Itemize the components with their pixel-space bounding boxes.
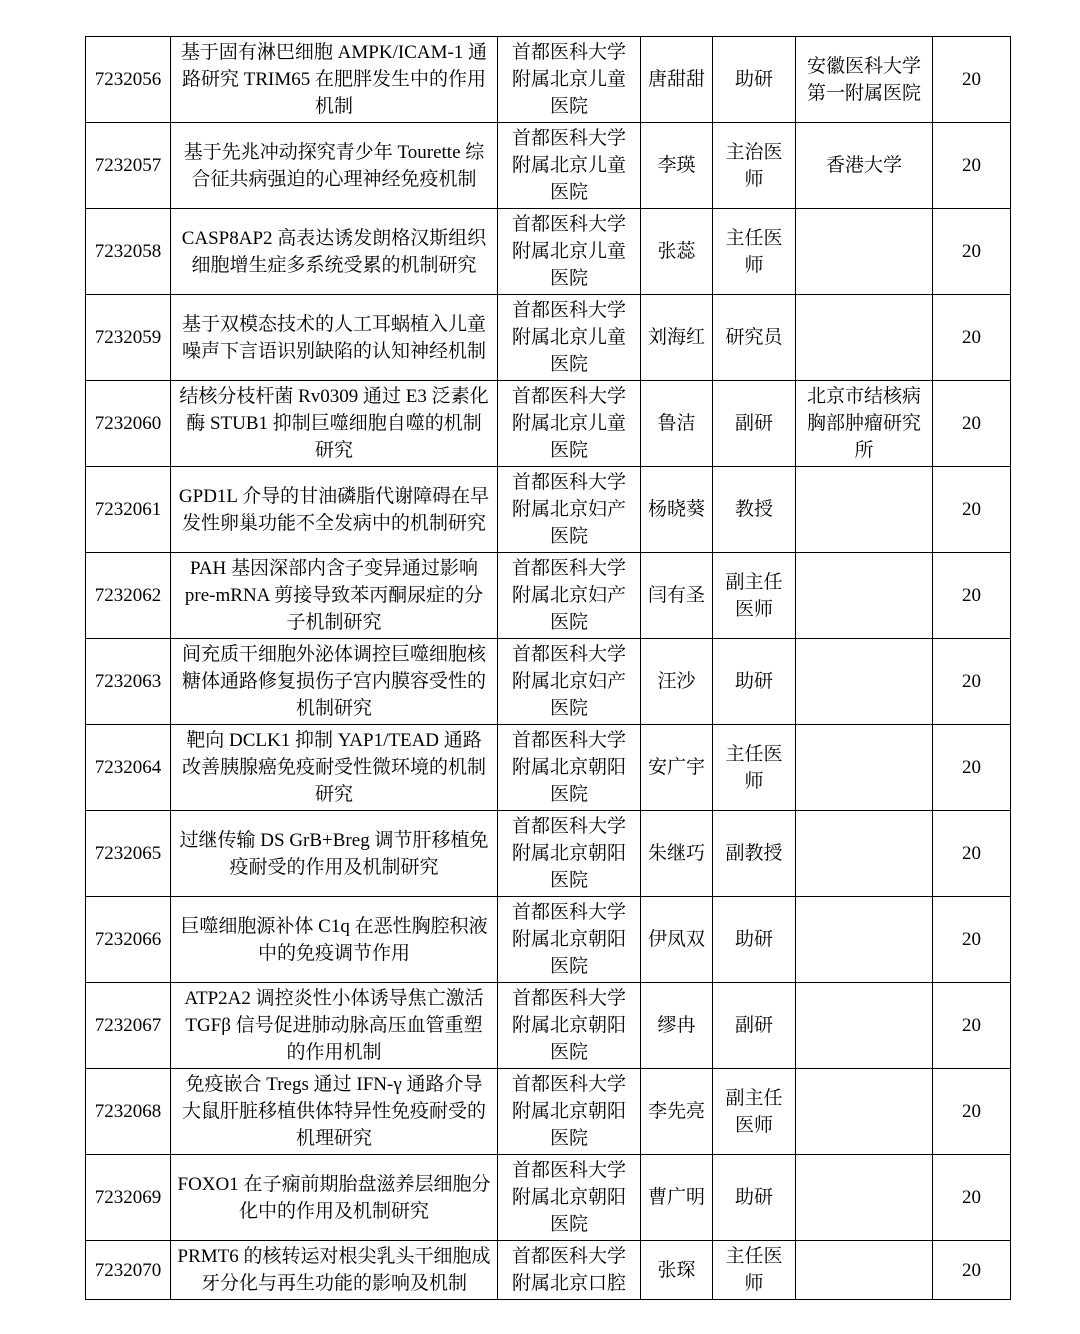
project-id-cell: 7232056 [86, 37, 171, 123]
institution-cell: 首都医科大学附属北京妇产医院 [498, 639, 641, 725]
cooperating-institution-cell [796, 1155, 933, 1241]
project-id-cell: 7232064 [86, 725, 171, 811]
institution-cell: 首都医科大学附属北京儿童医院 [498, 209, 641, 295]
institution-cell: 首都医科大学附属北京朝阳医院 [498, 725, 641, 811]
applicant-position-cell: 教授 [713, 467, 796, 553]
cooperating-institution-cell [796, 467, 933, 553]
funding-amount-cell: 20 [933, 639, 1011, 725]
applicant-name-cell: 闫有圣 [641, 553, 713, 639]
table-row [86, 381, 1011, 467]
project-id-cell: 7232059 [86, 295, 171, 381]
applicant-name-cell: 鲁洁 [641, 381, 713, 467]
institution-cell: 首都医科大学附属北京朝阳医院 [498, 983, 641, 1069]
applicant-position-cell: 副研 [713, 983, 796, 1069]
project-title-cell: GPD1L 介导的甘油磷脂代谢障碍在早发性卵巢功能不全发病中的机制研究 [171, 467, 498, 553]
project-id-cell: 7232062 [86, 553, 171, 639]
funding-amount-cell: 20 [933, 1155, 1011, 1241]
project-title-cell: 过继传输 DS GrB+Breg 调节肝移植免疫耐受的作用及机制研究 [171, 811, 498, 897]
project-id-cell: 7232068 [86, 1069, 171, 1155]
institution-cell: 首都医科大学附属北京朝阳医院 [498, 811, 641, 897]
project-title-cell: 靶向 DCLK1 抑制 YAP1/TEAD 通路改善胰腺癌免疫耐受性微环境的机制研究 [171, 725, 498, 811]
applicant-position-cell: 副主任医师 [713, 1069, 796, 1155]
project-title-cell: PAH 基因深部内含子变异通过影响 pre-mRNA 剪接导致苯丙酮尿症的分子机制研究 [171, 553, 498, 639]
project-title-cell: 结核分枝杆菌 Rv0309 通过 E3 泛素化酶 STUB1 抑制巨噬细胞自噬的机制研究 [171, 381, 498, 467]
cooperating-institution-cell [796, 209, 933, 295]
funding-amount-cell: 20 [933, 1069, 1011, 1155]
applicant-name-cell: 伊凤双 [641, 897, 713, 983]
project-id-cell: 7232060 [86, 381, 171, 467]
funding-amount-cell: 20 [933, 897, 1011, 983]
table-row [86, 209, 1011, 295]
institution-cell: 首都医科大学附属北京儿童医院 [498, 295, 641, 381]
applicant-name-cell: 李先亮 [641, 1069, 713, 1155]
institution-cell: 首都医科大学附属北京朝阳医院 [498, 1069, 641, 1155]
cooperating-institution-cell [796, 639, 933, 725]
table-row [86, 1069, 1011, 1155]
project-id-cell: 7232067 [86, 983, 171, 1069]
table-row [86, 467, 1011, 553]
applicant-position-cell: 助研 [713, 1155, 796, 1241]
table-row [86, 123, 1011, 209]
applicant-position-cell: 助研 [713, 37, 796, 123]
applicant-position-cell: 副教授 [713, 811, 796, 897]
cooperating-institution-cell [796, 897, 933, 983]
funding-amount-cell: 20 [933, 553, 1011, 639]
funding-amount-cell: 20 [933, 295, 1011, 381]
institution-cell: 首都医科大学附属北京朝阳医院 [498, 897, 641, 983]
project-title-cell: 巨噬细胞源补体 C1q 在恶性胸腔积液中的免疫调节作用 [171, 897, 498, 983]
project-title-cell: FOXO1 在子痫前期胎盘滋养层细胞分化中的作用及机制研究 [171, 1155, 498, 1241]
applicant-name-cell: 杨晓葵 [641, 467, 713, 553]
table-row [86, 811, 1011, 897]
funding-amount-cell: 20 [933, 37, 1011, 123]
applicant-name-cell: 汪沙 [641, 639, 713, 725]
project-id-cell: 7232066 [86, 897, 171, 983]
applicant-name-cell: 朱继巧 [641, 811, 713, 897]
funding-amount-cell: 20 [933, 381, 1011, 467]
applicant-name-cell: 张蕊 [641, 209, 713, 295]
applicant-name-cell: 缪冉 [641, 983, 713, 1069]
applicant-position-cell: 副主任医师 [713, 553, 796, 639]
cooperating-institution-cell [796, 725, 933, 811]
cooperating-institution-cell [796, 1069, 933, 1155]
project-title-cell: 基于先兆冲动探究青少年 Tourette 综合征共病强迫的心理神经免疫机制 [171, 123, 498, 209]
project-id-cell: 7232065 [86, 811, 171, 897]
institution-cell: 首都医科大学附属北京口腔 [498, 1241, 641, 1300]
applicant-position-cell: 主治医师 [713, 123, 796, 209]
project-id-cell: 7232057 [86, 123, 171, 209]
funding-amount-cell: 20 [933, 1241, 1011, 1300]
project-id-cell: 7232069 [86, 1155, 171, 1241]
project-title-cell: PRMT6 的核转运对根尖乳头干细胞成牙分化与再生功能的影响及机制 [171, 1241, 498, 1300]
table-row [86, 1241, 1011, 1300]
applicant-position-cell: 主任医师 [713, 725, 796, 811]
project-id-cell: 7232061 [86, 467, 171, 553]
project-id-cell: 7232070 [86, 1241, 171, 1300]
applicant-name-cell: 曹广明 [641, 1155, 713, 1241]
project-title-cell: 基于双模态技术的人工耳蜗植入儿童噪声下言语识别缺陷的认知神经机制 [171, 295, 498, 381]
cooperating-institution-cell: 北京市结核病胸部肿瘤研究所 [796, 381, 933, 467]
table-row [86, 897, 1011, 983]
applicant-name-cell: 刘海红 [641, 295, 713, 381]
table-row [86, 725, 1011, 811]
table-row [86, 983, 1011, 1069]
project-title-cell: CASP8AP2 高表达诱发朗格汉斯组织细胞增生症多系统受累的机制研究 [171, 209, 498, 295]
table-row [86, 37, 1011, 123]
funding-amount-cell: 20 [933, 123, 1011, 209]
institution-cell: 首都医科大学附属北京儿童医院 [498, 381, 641, 467]
cooperating-institution-cell: 安徽医科大学第一附属医院 [796, 37, 933, 123]
applicant-name-cell: 张琛 [641, 1241, 713, 1300]
funding-amount-cell: 20 [933, 209, 1011, 295]
institution-cell: 首都医科大学附属北京朝阳医院 [498, 1155, 641, 1241]
table-row [86, 295, 1011, 381]
applicant-position-cell: 助研 [713, 639, 796, 725]
institution-cell: 首都医科大学附属北京儿童医院 [498, 37, 641, 123]
applicant-name-cell: 李瑛 [641, 123, 713, 209]
applicant-position-cell: 主任医师 [713, 1241, 796, 1300]
funding-amount-cell: 20 [933, 467, 1011, 553]
project-title-cell: 间充质干细胞外泌体调控巨噬细胞核糖体通路修复损伤子宫内膜容受性的机制研究 [171, 639, 498, 725]
cooperating-institution-cell [796, 553, 933, 639]
table-row [86, 553, 1011, 639]
projects-table [85, 36, 1011, 1300]
applicant-position-cell: 主任医师 [713, 209, 796, 295]
institution-cell: 首都医科大学附属北京儿童医院 [498, 123, 641, 209]
institution-cell: 首都医科大学附属北京妇产医院 [498, 467, 641, 553]
project-id-cell: 7232058 [86, 209, 171, 295]
cooperating-institution-cell: 香港大学 [796, 123, 933, 209]
institution-cell: 首都医科大学附属北京妇产医院 [498, 553, 641, 639]
cooperating-institution-cell [796, 811, 933, 897]
funding-amount-cell: 20 [933, 983, 1011, 1069]
project-title-cell: 免疫嵌合 Tregs 通过 IFN-γ 通路介导大鼠肝脏移植供体特异性免疫耐受的机理研究 [171, 1069, 498, 1155]
applicant-name-cell: 唐甜甜 [641, 37, 713, 123]
project-title-cell: ATP2A2 调控炎性小体诱导焦亡激活 TGFβ 信号促进肺动脉高压血管重塑的作用机制 [171, 983, 498, 1069]
funding-amount-cell: 20 [933, 811, 1011, 897]
table-row [86, 639, 1011, 725]
applicant-position-cell: 助研 [713, 897, 796, 983]
applicant-position-cell: 副研 [713, 381, 796, 467]
cooperating-institution-cell [796, 1241, 933, 1300]
funding-amount-cell: 20 [933, 725, 1011, 811]
applicant-position-cell: 研究员 [713, 295, 796, 381]
cooperating-institution-cell [796, 295, 933, 381]
table-row [86, 1155, 1011, 1241]
project-id-cell: 7232063 [86, 639, 171, 725]
project-title-cell: 基于固有淋巴细胞 AMPK/ICAM-1 通路研究 TRIM65 在肥胖发生中的作用机制 [171, 37, 498, 123]
applicant-name-cell: 安广宇 [641, 725, 713, 811]
table-body [86, 37, 1011, 1300]
cooperating-institution-cell [796, 983, 933, 1069]
